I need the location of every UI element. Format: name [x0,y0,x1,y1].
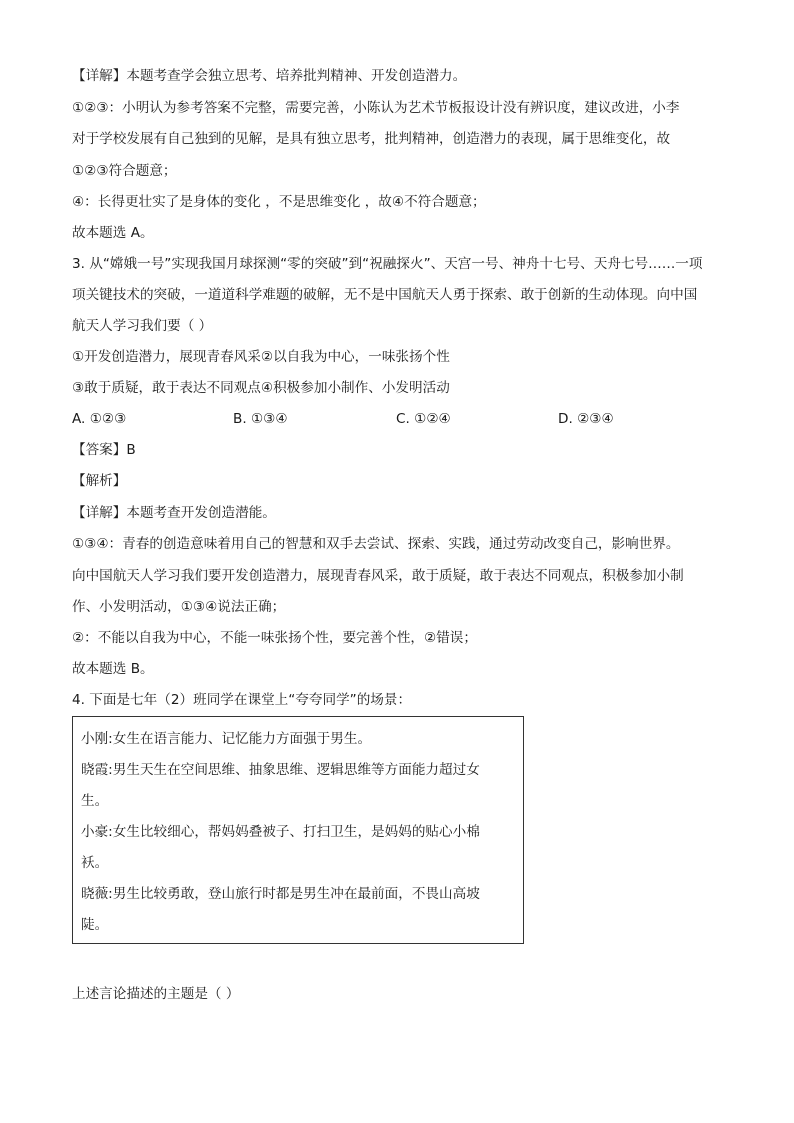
quote-line: 小刚:女生在语言能力、记忆能力方面强于男生。 [81,731,372,747]
q3-detail-heading: 【详解】本题考查开发创造潜能。 [72,505,276,521]
q3-answer: 【答案】B [72,442,136,458]
quote-line: 袄。 [81,855,109,871]
q3-stem-line: 项关键技术的突破，一道道科学难题的破解，无不是中国航天人勇于探索、敢于创新的生动体现。向中国 [72,287,698,303]
quote-line: 晓霞:男生天生在空间思维、抽象思维、逻辑思维等方面能力超过女 [81,762,480,778]
q3-option-c: C. ①②④ [396,411,451,427]
q3-stem-line: 航天人学习我们要（ ） [72,318,213,334]
q2-explanation-line: ④：长得更壮实了是身体的变化 ，不是思维变化 ，故④不符合题意； [72,194,486,210]
q3-explanation-line: 作、小发明活动，①③④说法正确； [72,599,286,615]
q3-stem-line: 3. 从“嫦娥一号”实现我国月球探测“零的突破”到“祝融探火”、天宫一号、神舟十七号、天舟七号……一项 [72,256,703,272]
q2-explanation-line: ①②③：小明认为参考答案不完整，需要完善，小陈认为艺术节板报设计没有辨识度，建议改进，小李 [72,100,680,116]
q3-option-a: A. ①②③ [72,411,127,427]
q4-stem: 4. 下面是七年（2）班同学在课堂上“夸夸同学”的场景： [72,692,412,708]
quote-line: 生。 [81,793,109,809]
q3-explanation-line: ②：不能以自我为中心，不能一味张扬个性，要完善个性，②错误； [72,630,477,646]
q4-question: 上述言论描述的主题是（ ） [72,986,240,1002]
quote-line: 小豪:女生比较细心，帮妈妈叠被子、打扫卫生，是妈妈的贴心小棉 [81,824,480,840]
q3-explanation-line: 向中国航天人学习我们要开发创造潜力，展现青春风采，敢于质疑，敢于表达不同观点，积极参加小制 [72,568,684,584]
quote-line: 晓薇:男生比较勇敢，登山旅行时都是男生冲在最前面，不畏山高坡 [81,886,480,902]
q2-detail-heading: 【详解】本题考查学会独立思考、培养批判精神、开发创造潜力。 [72,68,467,84]
q4-quote-box [72,716,524,944]
q3-option-b: B. ①③④ [233,411,288,427]
q2-explanation-line: 对于学校发展有自己独到的见解，是具有独立思考，批判精神，创造潜力的表现，属于思维变化，故 [72,131,671,147]
q2-explanation-line: ①②③符合题意； [72,163,177,179]
q3-statement-line: ①开发创造潜力，展现青春风采②以自我为中心，一味张扬个性 [72,349,450,365]
q3-explanation-line: ①③④：青春的创造意味着用自己的智慧和双手去尝试、探索、实践，通过劳动改变自己，影响世界。 [72,536,680,552]
quote-line: 陡。 [81,917,109,933]
q3-option-d: D. ②③④ [558,411,614,427]
q3-analysis-heading: 【解析】 [72,473,127,489]
q3-conclusion: 故本题选 B。 [72,661,154,677]
q3-statement-line: ③敢于质疑，敢于表达不同观点④积极参加小制作、小发明活动 [72,380,450,396]
q2-conclusion: 故本题选 A。 [72,225,154,241]
